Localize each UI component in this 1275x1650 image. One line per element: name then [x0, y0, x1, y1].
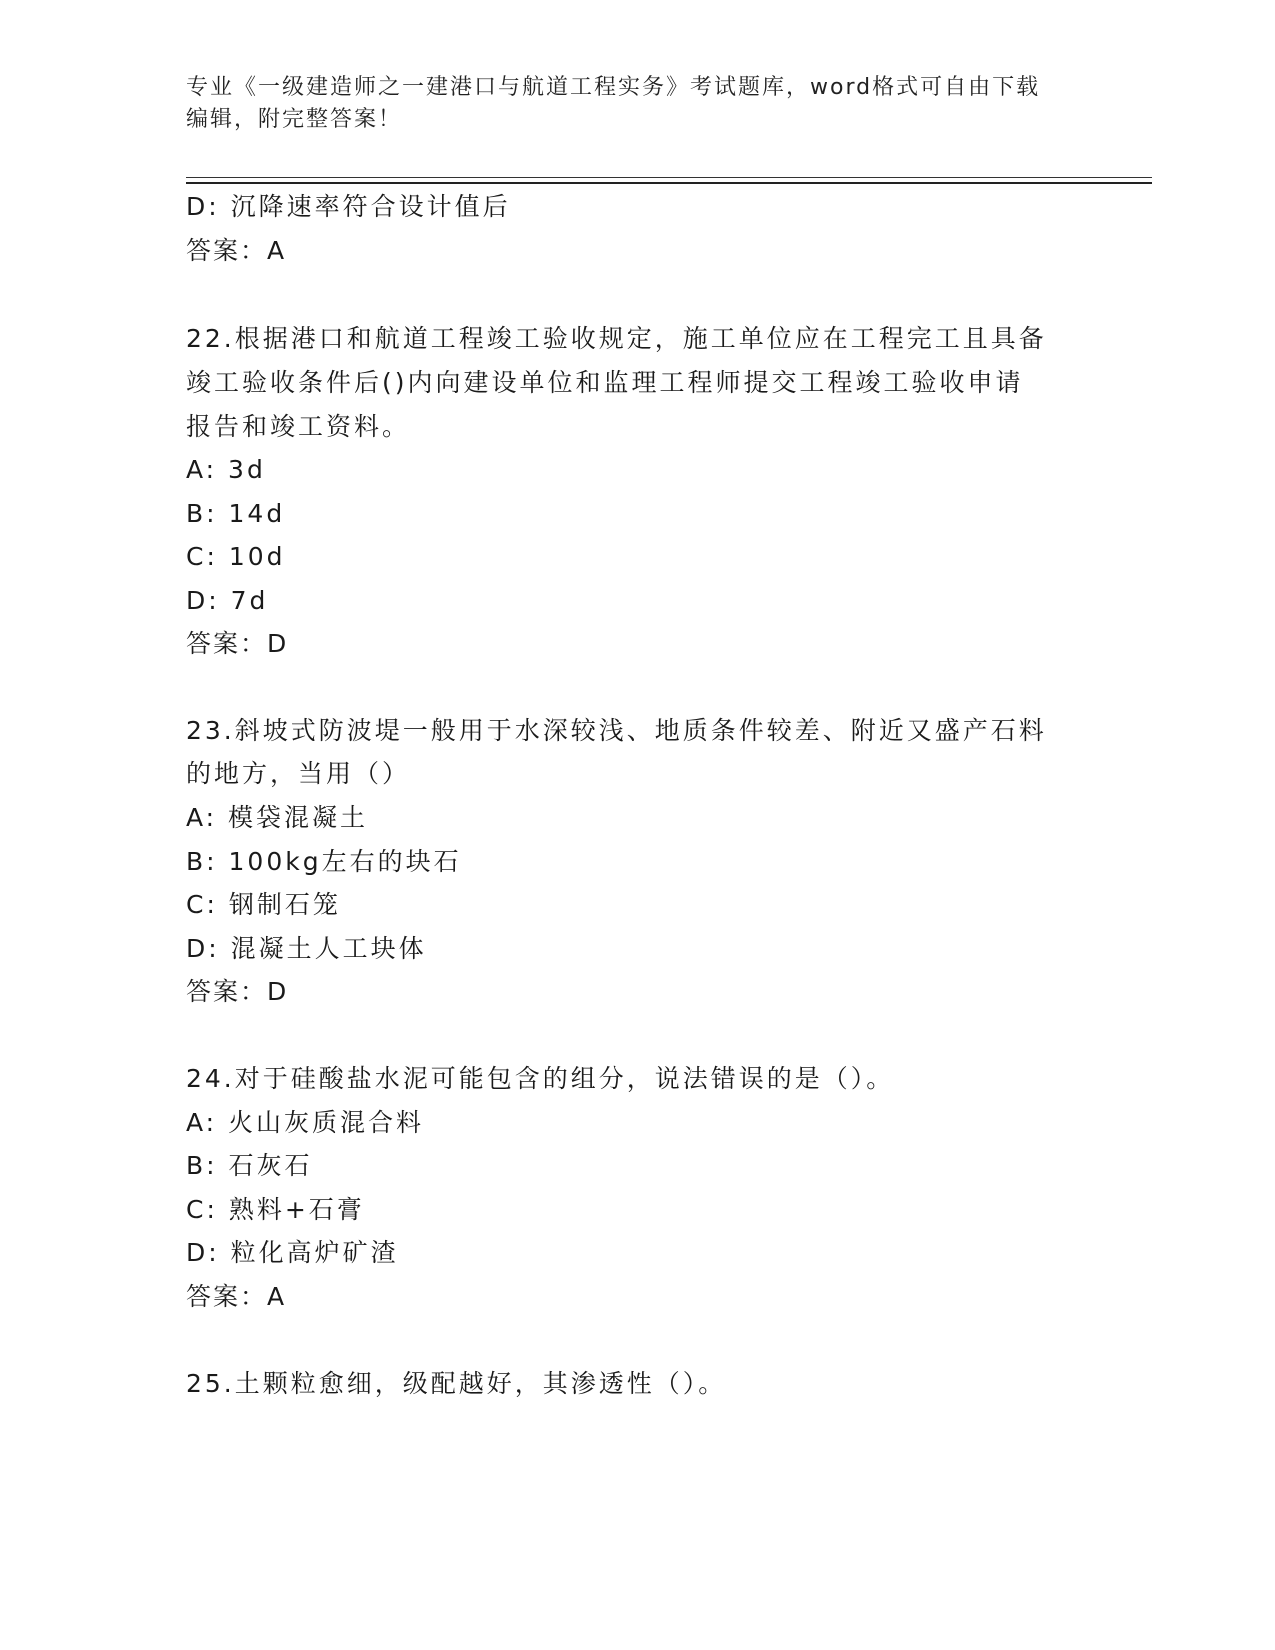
- q23-option-b: B: 100kg左右的块石: [186, 847, 462, 876]
- q23-option-c: C: 钢制石笼: [186, 890, 341, 919]
- q24-option-c: C: 熟料+石膏: [186, 1195, 365, 1224]
- q24-option-a: A: 火山灰质混合料: [186, 1108, 425, 1137]
- q25-stem-line-1: 25.土颗粒愈细，级配越好，其渗透性（）。: [186, 1369, 727, 1398]
- q24-option-b: B: 石灰石: [186, 1151, 313, 1180]
- q21-answer: 答案：A: [186, 236, 287, 265]
- q23-option-d: D: 混凝土人工块体: [186, 934, 427, 963]
- q23-stem-line-2: 的地方，当用（）: [186, 759, 411, 788]
- q23-stem-line-1: 23.斜坡式防波堤一般用于水深较浅、地质条件较差、附近又盛产石料: [186, 716, 1047, 745]
- q22-stem-line-3: 报告和竣工资料。: [186, 412, 411, 441]
- q22-option-c: C: 10d: [186, 542, 286, 571]
- q24-stem-line-1: 24.对于硅酸盐水泥可能包含的组分，说法错误的是（）。: [186, 1064, 895, 1093]
- header-line-1: 专业《一级建造师之一建港口与航道工程实务》考试题库，word格式可自由下载: [186, 75, 1041, 100]
- q24-option-d: D: 粒化高炉矿渣: [186, 1238, 399, 1267]
- q23-option-a: A: 模袋混凝土: [186, 803, 369, 832]
- q23-answer: 答案：D: [186, 977, 289, 1006]
- q22-answer: 答案：D: [186, 629, 289, 658]
- q22-stem-line-2: 竣工验收条件后()内向建设单位和监理工程师提交工程竣工验收申请: [186, 368, 1024, 397]
- q21-option-d: D: 沉降速率符合设计值后: [186, 192, 511, 221]
- q22-option-b: B: 14d: [186, 499, 286, 528]
- header-line-2: 编辑，附完整答案！: [186, 107, 403, 132]
- q22-option-d: D: 7d: [186, 586, 269, 615]
- q22-stem-line-1: 22.根据港口和航道工程竣工验收规定，施工单位应在工程完工且具备: [186, 324, 1047, 353]
- q22-option-a: A: 3d: [186, 455, 266, 484]
- document-header: [186, 72, 1086, 136]
- header-rule-thin: [186, 177, 1152, 178]
- header-rule-thick: [186, 182, 1152, 184]
- q24-answer: 答案：A: [186, 1282, 287, 1311]
